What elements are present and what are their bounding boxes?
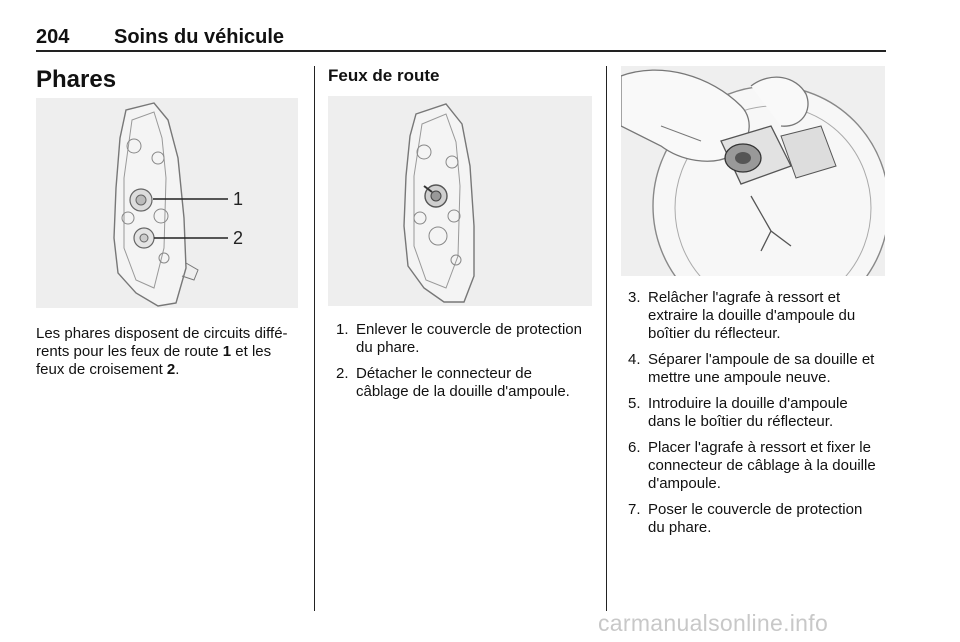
- step-text-line: connecteur de câblage à la douille: [648, 457, 876, 474]
- step-number: 5.: [628, 395, 641, 412]
- step-text-line: dans le boîtier du réflecteur.: [648, 413, 834, 430]
- page-header: [36, 24, 886, 52]
- step-number: 4.: [628, 351, 641, 368]
- heading-feux-de-route: Feux de route: [328, 66, 440, 85]
- step-text-line: Introduire la douille d'ampoule: [648, 395, 848, 412]
- step-text-line: d'ampoule.: [648, 475, 721, 492]
- step-item: [336, 321, 598, 357]
- column-divider-left: [314, 66, 315, 611]
- step-text-line: mettre une ampoule neuve.: [648, 369, 831, 386]
- page-number: 204: [36, 26, 70, 48]
- bulb-replacement-illustration: [621, 66, 885, 276]
- step-item: [628, 501, 890, 537]
- step-text-line: Enlever le couvercle de protection: [356, 321, 582, 338]
- step-text-line: Placer l'agrafe à ressort et fixer le: [648, 439, 871, 456]
- section-title: Soins du véhicule: [114, 26, 285, 48]
- step-text-line: extraire la douille d'ampoule du: [648, 307, 856, 324]
- step-text-line: du phare.: [648, 519, 712, 536]
- callout-1-label: 1: [233, 189, 244, 209]
- step-item: [628, 351, 890, 387]
- heading-phares: Phares: [36, 66, 117, 93]
- column-divider-right: [606, 66, 607, 611]
- step-text-line: Poser le couvercle de protection: [648, 501, 863, 518]
- middle-steps-list: [336, 321, 598, 409]
- step-number: 2.: [336, 365, 349, 382]
- headlamp-paragraph: Les phares disposent de circuits diffé- rents pour les feux de route 1 et les feux de croisement 2.: [36, 325, 288, 378]
- header-rule: [36, 50, 886, 52]
- headlamp-bulb-location-figure: [328, 96, 592, 306]
- step-text-line: Détacher le connecteur de: [356, 365, 532, 382]
- callout-2-label: 2: [233, 228, 244, 248]
- step-number: 6.: [628, 439, 641, 456]
- step-number: 3.: [628, 289, 641, 306]
- step-item: [628, 289, 890, 343]
- bulb-socket-figure: [621, 66, 885, 276]
- step-text-line: du phare.: [356, 339, 420, 356]
- step-text-line: Séparer l'ampoule de sa douille et: [648, 351, 875, 368]
- step-number: 7.: [628, 501, 641, 518]
- right-steps-list: [628, 289, 890, 545]
- step-text-line: Relâcher l'agrafe à ressort et: [648, 289, 841, 306]
- step-item: [628, 439, 890, 493]
- headlamp-rear-illustration: [328, 96, 592, 306]
- step-item: [336, 365, 598, 401]
- step-text-line: boîtier du réflecteur.: [648, 325, 781, 342]
- step-number: 1.: [336, 321, 349, 338]
- headlamp-illustration: [36, 98, 298, 308]
- watermark: carmanualsonline.info: [598, 610, 829, 636]
- bold-ref-2: 2: [166, 361, 176, 378]
- step-item: [628, 395, 890, 431]
- headlamp-figure: [36, 98, 298, 308]
- bold-ref-1: 1: [222, 343, 232, 360]
- step-text-line: câblage de la douille d'ampoule.: [356, 383, 570, 400]
